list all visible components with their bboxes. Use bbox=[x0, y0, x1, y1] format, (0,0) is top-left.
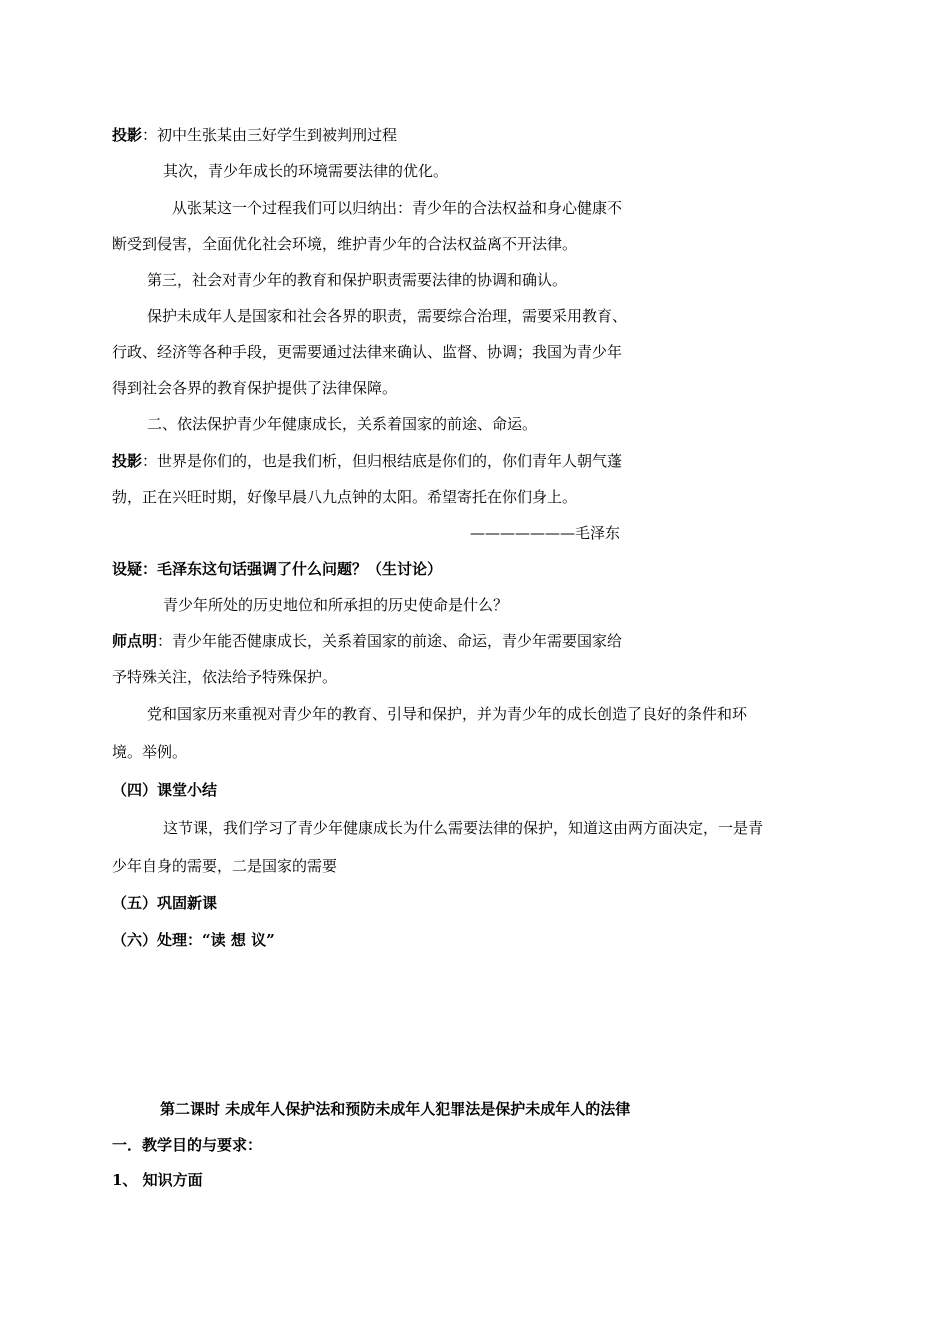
section-heading-two: 二、依法保护青少年健康成长，关系着国家的前途、命运。 bbox=[147, 415, 538, 433]
paragraph-line: 党和国家历来重视对青少年的教育、引导和保护，并为青少年的成长创造了良好的条件和环 bbox=[147, 705, 748, 723]
projection-text: ：初中生张某由三好学生到被判刑过程 bbox=[142, 126, 398, 144]
projection-label: 投影 bbox=[112, 126, 143, 144]
paragraph-line: 这节课，我们学习了青少年健康成长为什么需要法律的保护，知道这由两方面决定，一是青 bbox=[163, 819, 764, 837]
paragraph-line: 得到社会各界的教育保护提供了法律保障。 bbox=[112, 379, 398, 397]
paragraph-line: 少年自身的需要，二是国家的需要 bbox=[112, 857, 338, 875]
paragraph-line: 青少年所处的历史地位和所承担的历史使命是什么？ bbox=[163, 596, 509, 614]
lesson-two-title: 第二课时 未成年人保护法和预防未成年人犯罪法是保护未成年人的法律 bbox=[160, 1100, 631, 1118]
paragraph-line: 保护未成年人是国家和社会各界的职责，需要综合治理，需要采用教育、 bbox=[147, 307, 628, 325]
paragraph-line: 勃，正在兴旺时期，好像早晨八九点钟的太阳。希望寄托在你们身上。 bbox=[112, 488, 578, 506]
projection-line-2 bbox=[112, 451, 622, 471]
knowledge-aspect-heading: 1、 知识方面 bbox=[112, 1171, 203, 1189]
paragraph-line: 断受到侵害，全面优化社会环境，维护青少年的合法权益离不开法律。 bbox=[112, 235, 578, 253]
paragraph-line: 第三，社会对青少年的教育和保护职责需要法律的协调和确认。 bbox=[147, 271, 568, 289]
paragraph-line: 行政、经济等各种手段，更需要通过法律来确认、监督、协调；我国为青少年 bbox=[112, 343, 623, 361]
teaching-objectives-heading: 一．教学目的与要求： bbox=[112, 1136, 263, 1154]
quote-attribution: ———————毛泽东 bbox=[470, 524, 621, 542]
section-heading-five: （五）巩固新课 bbox=[112, 894, 218, 912]
paragraph-line: 其次，青少年成长的环境需要法律的优化。 bbox=[163, 162, 449, 180]
projection-line-1 bbox=[112, 125, 397, 145]
paragraph-line: 境。举例。 bbox=[112, 743, 188, 761]
teacher-point-text: ：青少年能否健康成长，关系着国家的前途、命运，青少年需要国家给 bbox=[157, 632, 623, 650]
teacher-point-label: 师点明 bbox=[112, 632, 158, 650]
paragraph-line: 予特殊关注，依法给予特殊保护。 bbox=[112, 668, 338, 686]
teacher-point-line bbox=[112, 631, 622, 651]
section-heading-six: （六）处理：“读 想 议” bbox=[112, 931, 275, 949]
question-line: 设疑：毛泽东这句话强调了什么问题？（生讨论） bbox=[112, 560, 443, 578]
section-heading-four: （四）课堂小结 bbox=[112, 781, 218, 799]
projection-label: 投影 bbox=[112, 452, 143, 470]
paragraph-line: 从张某这一个过程我们可以归纳出：青少年的合法权益和身心健康不 bbox=[172, 199, 623, 217]
projection-text: ：世界是你们的，也是我们析，但归根结底是你们的，你们青年人朝气蓬 bbox=[142, 452, 623, 470]
